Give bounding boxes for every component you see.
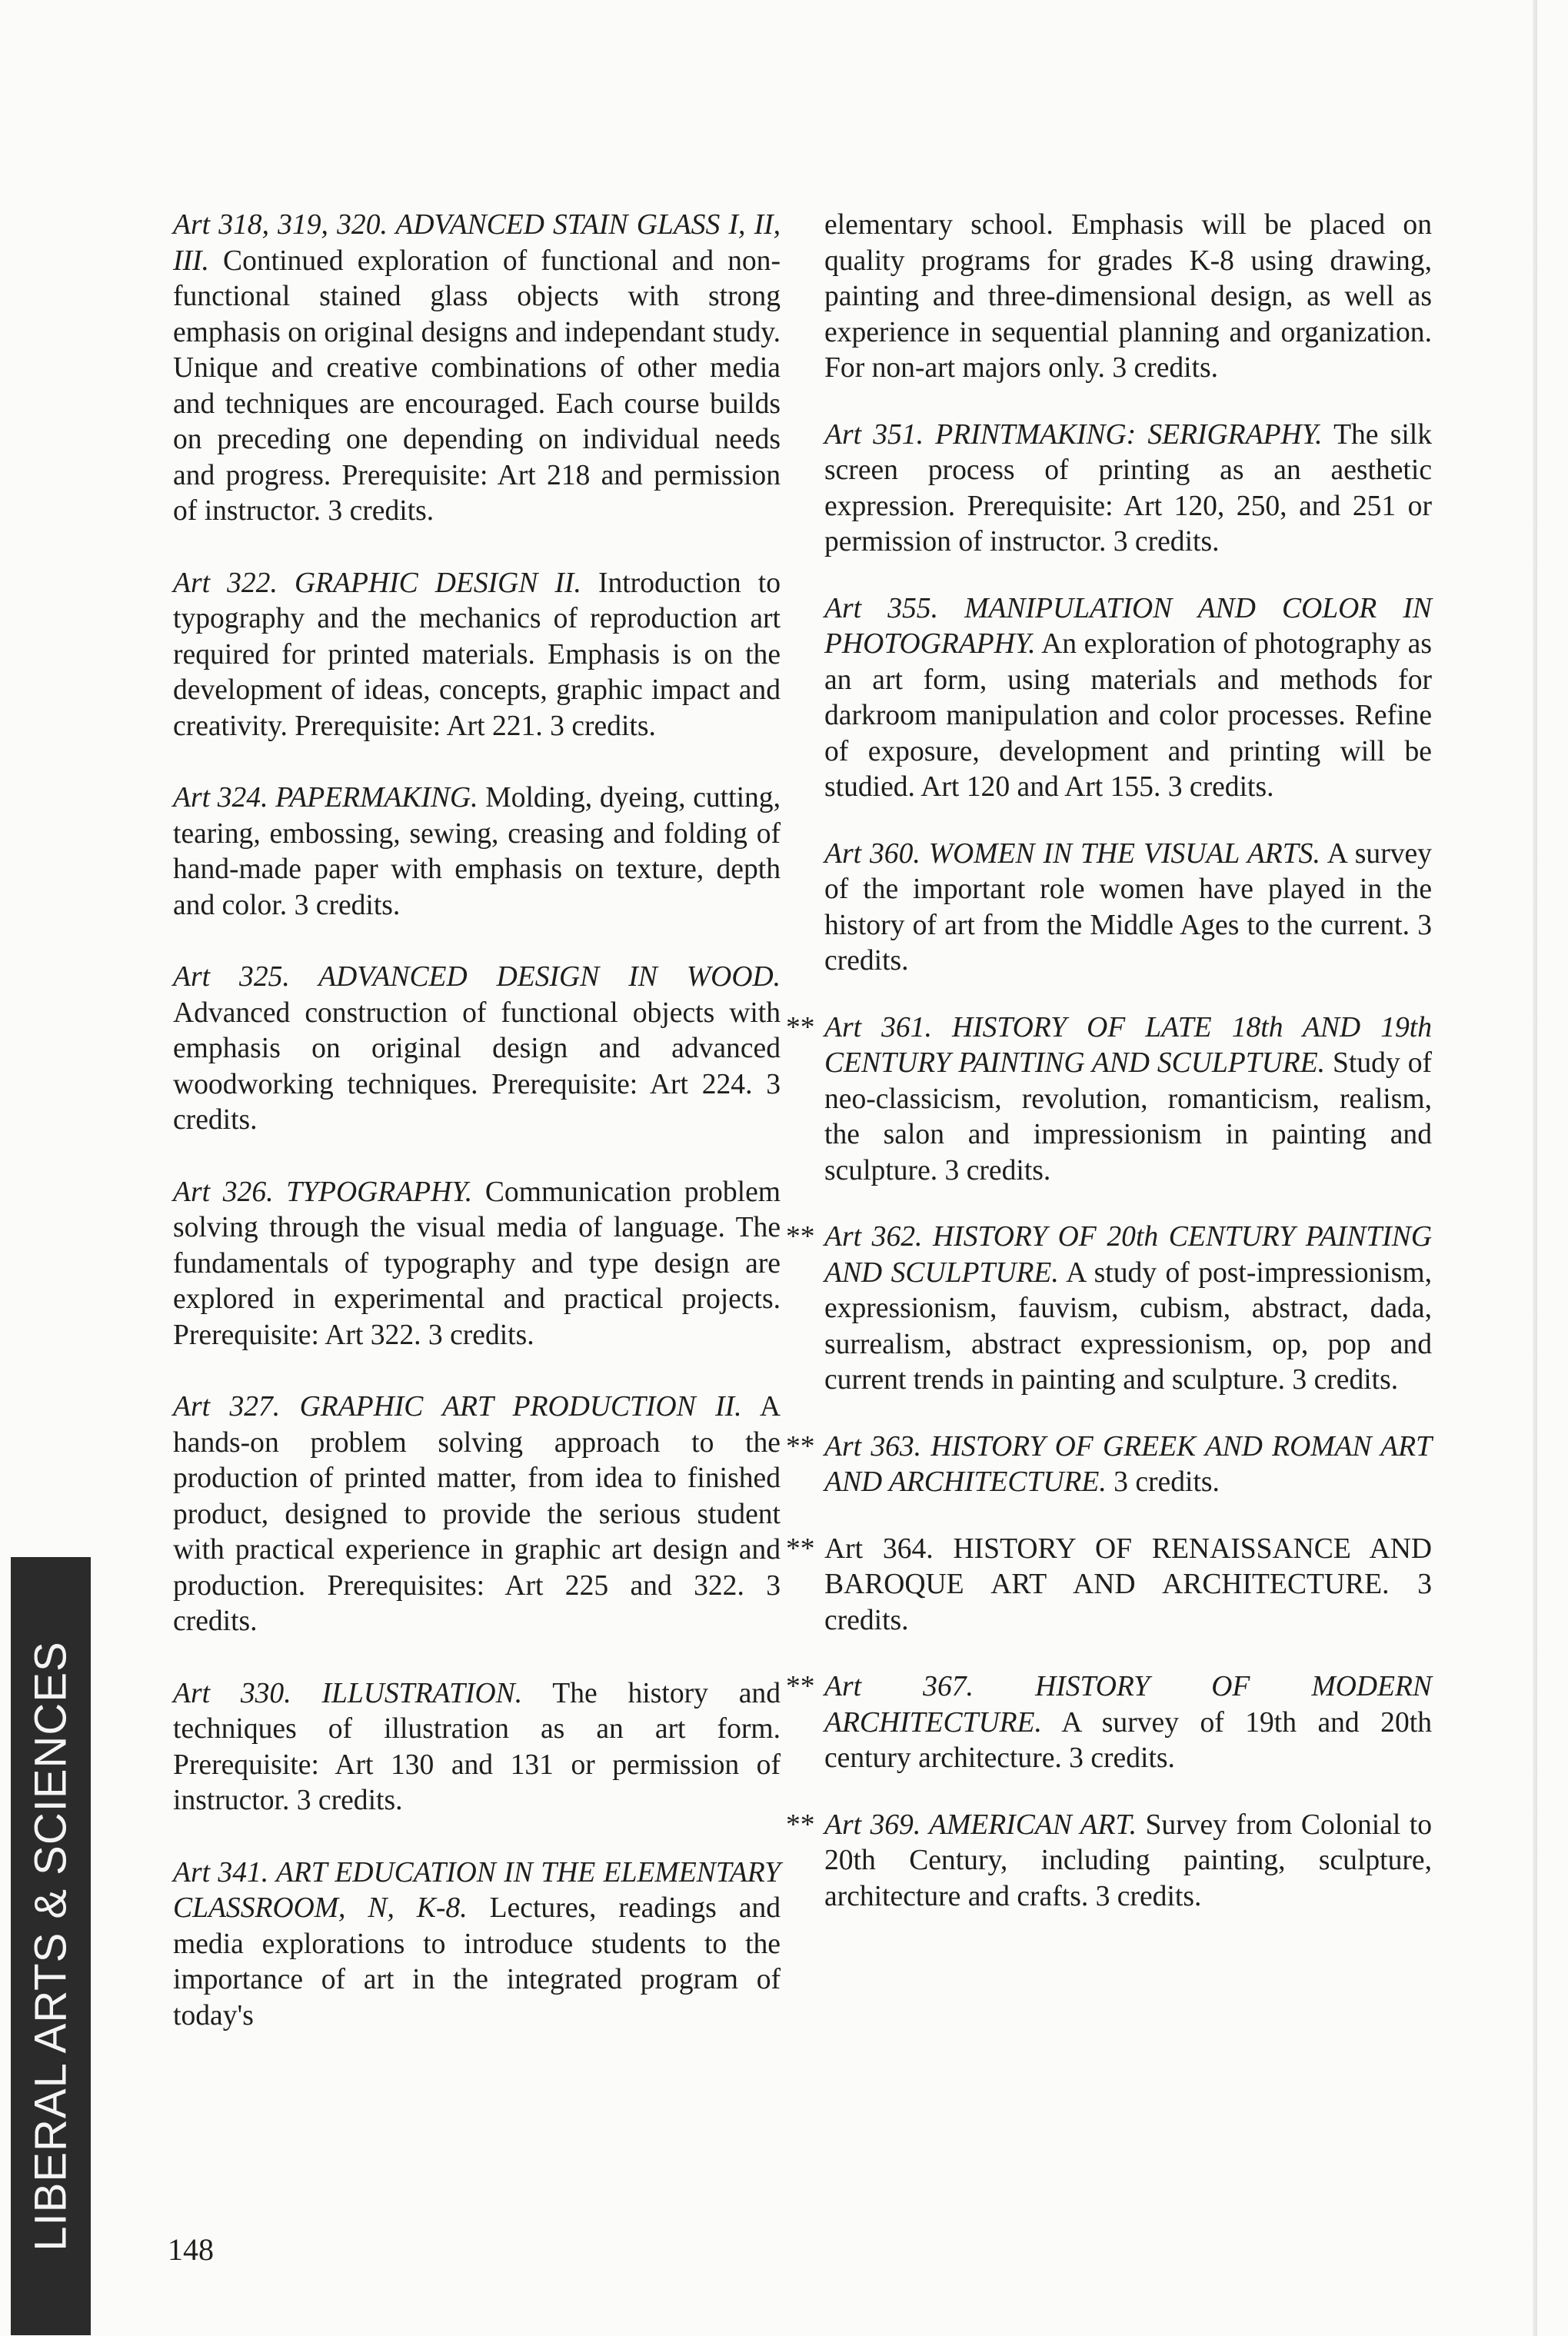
course-title: Art 330. ILLUSTRATION. <box>173 1677 523 1709</box>
double-asterisk-mark: ** <box>786 1671 815 1702</box>
course-description: A survey of 19th and 20th century architecture. 3 credits. <box>824 1706 1432 1774</box>
course-title: Art 363. HISTORY OF GREEK AND ROMAN ART AND ARCHITECTURE. <box>824 1430 1432 1498</box>
double-asterisk-mark: ** <box>786 1430 815 1462</box>
course-title: Art 351. PRINTMAKING: SERIGRAPHY. <box>824 418 1323 451</box>
course-entry <box>824 418 1432 561</box>
course-entry-continued <box>824 208 1432 387</box>
course-title: Art 367. HISTORY OF MODERN ARCHITECTURE. <box>824 1671 1432 1739</box>
course-entry <box>786 1532 1432 1639</box>
course-description: A survey of the important role women have played in the history of art from the Middle Ages to the current. 3 credits. <box>824 837 1432 977</box>
course-description: Study of neo-classicism, revolution, romanticism, realism, the salon and impressionism in painting and sculpture. 3 credits. <box>824 1047 1432 1186</box>
course-entry <box>173 1855 781 2035</box>
course-description: Continued exploration of functional and non-functional stained glass objects with strong emphasis on original designs and independant study. Unique and creative combinations of other media and techniques are encouraged. Each course builds on preceding one depending on individual needs and progress. Prerequisite: Art 218 and permission of instructor. 3 credits. <box>173 245 781 527</box>
course-entry <box>173 566 781 745</box>
course-entry <box>786 1220 1432 1399</box>
course-description: A hands-on problem solving approach to the production of printed matter, from idea to finished product, designed to provide the serious student with practical experience in graphic art design and production. Prerequisites: Art 225 and 322. 3 credits. <box>173 1391 781 1637</box>
course-description: A study of post-impressionism, expressionism, fauvism, cubism, abstract, dada, surrealism, abstract expressionism, op, pop and current trends in painting and sculpture. 3 credits. <box>824 1256 1432 1396</box>
course-title: Art 326. TYPOGRAPHY. <box>173 1176 473 1208</box>
course-description: Art 364. HISTORY OF RENAISSANCE AND BAROQUE ART AND ARCHITECTURE. 3 credits. <box>824 1532 1432 1636</box>
course-entry <box>786 1669 1432 1777</box>
double-asterisk-mark: ** <box>786 1221 815 1253</box>
course-entry <box>173 1175 781 1354</box>
course-description: The history and techniques of illustration as an art form. Prerequisite: Art 130 and 131 or permission of instructor. 3 credits. <box>173 1677 781 1816</box>
right-column <box>786 208 1432 1945</box>
course-entry <box>786 1429 1432 1501</box>
section-side-tab <box>11 1557 91 2335</box>
page-edge <box>1533 0 1537 2336</box>
course-title: Art 325. ADVANCED DESIGN IN WOOD. <box>173 961 781 993</box>
course-description: The silk screen process of printing as an aesthetic expression. Prerequisite: Art 120, 250, and 251 or permission of instructor. 3 credits. <box>824 418 1432 557</box>
course-title: Art 327. GRAPHIC ART PRODUCTION II. <box>173 1391 742 1423</box>
course-title: Art 361. HISTORY OF LATE 18th AND 19th CENTURY PAINTING AND SCULPTURE. <box>824 1011 1432 1079</box>
left-column <box>173 208 781 2070</box>
course-entry <box>173 780 781 923</box>
double-asterisk-mark: ** <box>786 1809 815 1841</box>
double-asterisk-mark: ** <box>786 1011 815 1043</box>
course-description: Advanced construction of functional objects with emphasis on original design and advanced woodworking techniques. Prerequisite: Art 224. 3 credits. <box>173 997 781 1136</box>
course-description: An exploration of photography as an art form, using materials and methods for darkroom manipulation and color processes. Refine of exposure, development and printing will be studied. Art 120 and Art 155. 3 credits. <box>824 628 1432 803</box>
section-tab-label: LIBERAL ARTS & SCIENCES <box>25 1641 76 2251</box>
course-title: Art 362. HISTORY OF 20th CENTURY PAINTING AND SCULPTURE. <box>824 1221 1432 1289</box>
course-entry <box>173 960 781 1139</box>
course-description: Molding, dyeing, cutting, tearing, embossing, sewing, creasing and folding of hand-made paper with emphasis on texture, depth and color. 3 credits. <box>173 782 781 921</box>
course-title: Art 341. ART EDUCATION IN THE ELEMENTARY CLASSROOM, N, K-8. <box>173 1856 781 1924</box>
course-description: Survey from Colonial to 20th Century, including painting, sculpture, architecture and crafts. 3 credits. <box>824 1809 1432 1912</box>
course-title: Art 355. MANIPULATION AND COLOR IN PHOTOGRAPHY. <box>824 592 1432 660</box>
course-description: Lectures, readings and media explorations to introduce students to the importance of art in the integrated program of today's <box>173 1892 781 2032</box>
course-title: Art 322. GRAPHIC DESIGN II. <box>173 567 581 599</box>
course-title: Art 369. AMERICAN ART. <box>824 1809 1137 1841</box>
course-title: Art 324. PAPERMAKING. <box>173 782 478 814</box>
course-description: Introduction to typography and the mechanics of reproduction art required for printed materials. Emphasis is on the development of ideas, concepts, graphic impact and creativity. Prerequisite: Art 221. 3 credits. <box>173 567 781 742</box>
course-entry <box>824 837 1432 980</box>
course-title: Art 360. WOMEN IN THE VISUAL ARTS. <box>824 837 1320 870</box>
course-entry <box>786 1808 1432 1915</box>
course-description: Communication problem solving through the visual media of language. The fundamentals of typography and type design are explored in experimental and practical projects. Prerequisite: Art 322. 3 credits. <box>173 1176 781 1351</box>
course-title: Art 318, 319, 320. ADVANCED STAIN GLASS I, II, III. <box>173 209 781 277</box>
course-entry <box>173 1389 781 1640</box>
course-description: elementary school. Emphasis will be placed on quality programs for grades K-8 using drawing, painting and three-dimensional design, as well as experience in sequential planning and organization. For non-art majors only. 3 credits. <box>824 209 1432 384</box>
course-entry <box>824 591 1432 806</box>
course-description: 3 credits. <box>1114 1466 1220 1498</box>
course-entry <box>173 1676 781 1819</box>
double-asterisk-mark: ** <box>786 1532 815 1565</box>
course-entry <box>173 208 781 530</box>
page-number: 148 <box>168 2232 214 2267</box>
course-entry <box>786 1010 1432 1190</box>
